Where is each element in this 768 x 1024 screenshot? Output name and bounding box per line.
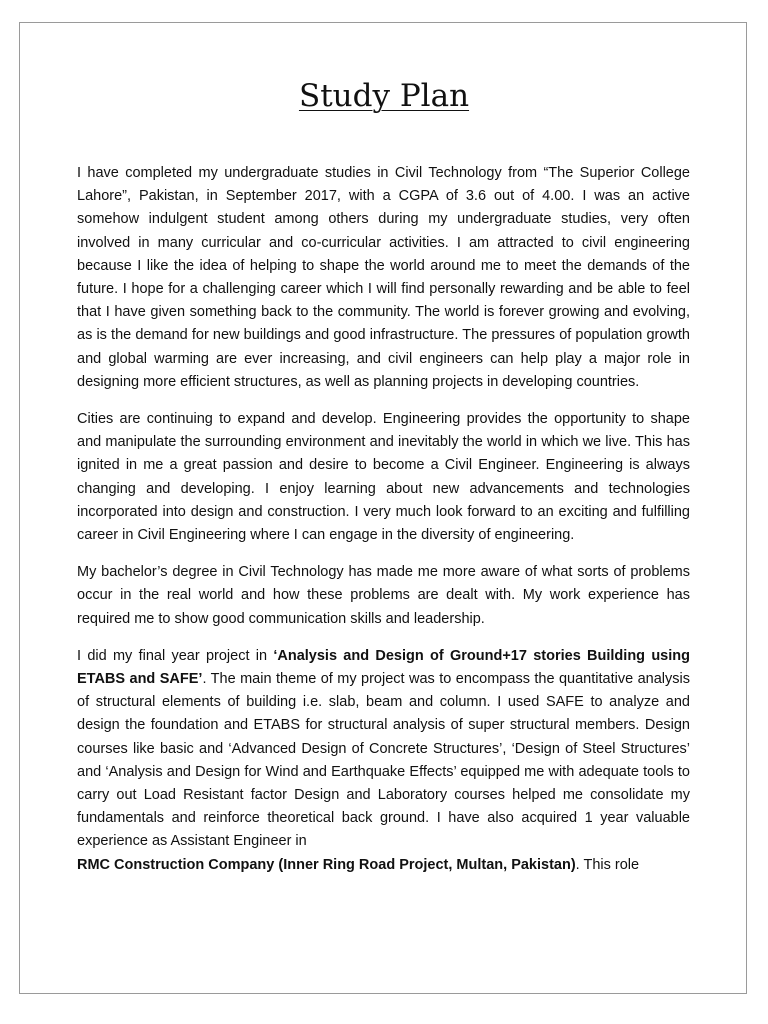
company-name: RMC Construction Company (Inner Ring Road Project, Multan, Pakistan) [77,856,576,873]
project-body: . The main theme of my project was to encompass the quantitative analysis of structural elements of building i.e. slab, beam and column. I used SAFE to analyze and design the foundation and ETABS for structural analysis of super structural members. Design courses like basic and ‘Advanced Design of Concrete Structures’, ‘Design of Steel Structures’ and ‘Analysis and Design for Wind and Earthquake Effects’ equipped me with adequate tools to carry out Load Resistant factor Design and Laboratory courses helped me consolidate my fundamentals and reinforce theoretical back ground. I have also acquired 1 year valuable experience as Assistant Engineer in [77,671,690,850]
paragraph-education: I have completed my undergraduate studies in Civil Technology from “The Superior College Lahore”, Pakistan, in September 2017, with a CGPA of 3.6 out of 4.00. I was an active somehow indulgent student among others during my undergraduate studies, very often involved in many curricular and co-curricular activities. I am attracted to civil engineering because I like the idea of helping to shape the world around me to meet the demands of the future. I hope for a challenging career which I will find personally rewarding and be able to feel that I have given something back to the community. The world is forever growing and evolving, as is the demand for new buildings and good infrastructure. The pressures of population growth and global warming are ever increasing, and civil engineers can help play a major role in designing more efficient structures, as well as planning projects in developing countries. [77,165,690,390]
paragraph-motivation: Cities are continuing to expand and develop. Engineering provides the opportunity to shape and manipulate the surrounding environment and inevitably the world in which we live. This has ignited in me a great passion and desire to become a Civil Engineer. Engineering is always changing and developing. I enjoy learning about new advancements and technologies incorporated into design and construction. I very much look forward to an exciting and fulfilling career in Civil Engineering where I can engage in the diversity of engineering. [77,411,690,544]
page-title: Study Plan [298,78,470,114]
project-intro: I did my final year project in [77,647,274,664]
paragraph-project [77,645,690,877]
paragraph-degree: My bachelor’s degree in Civil Technology has made me more aware of what sorts of problems occur in the real world and how these problems are dealt with. My work experience has required me to show good communication skills and leadership. [77,564,690,627]
document-body [77,162,690,891]
project-title: ‘Analysis and Design of Ground+17 stories Building using ETABS and SAFE’ [77,647,690,688]
project-tail: . This role [575,856,640,873]
